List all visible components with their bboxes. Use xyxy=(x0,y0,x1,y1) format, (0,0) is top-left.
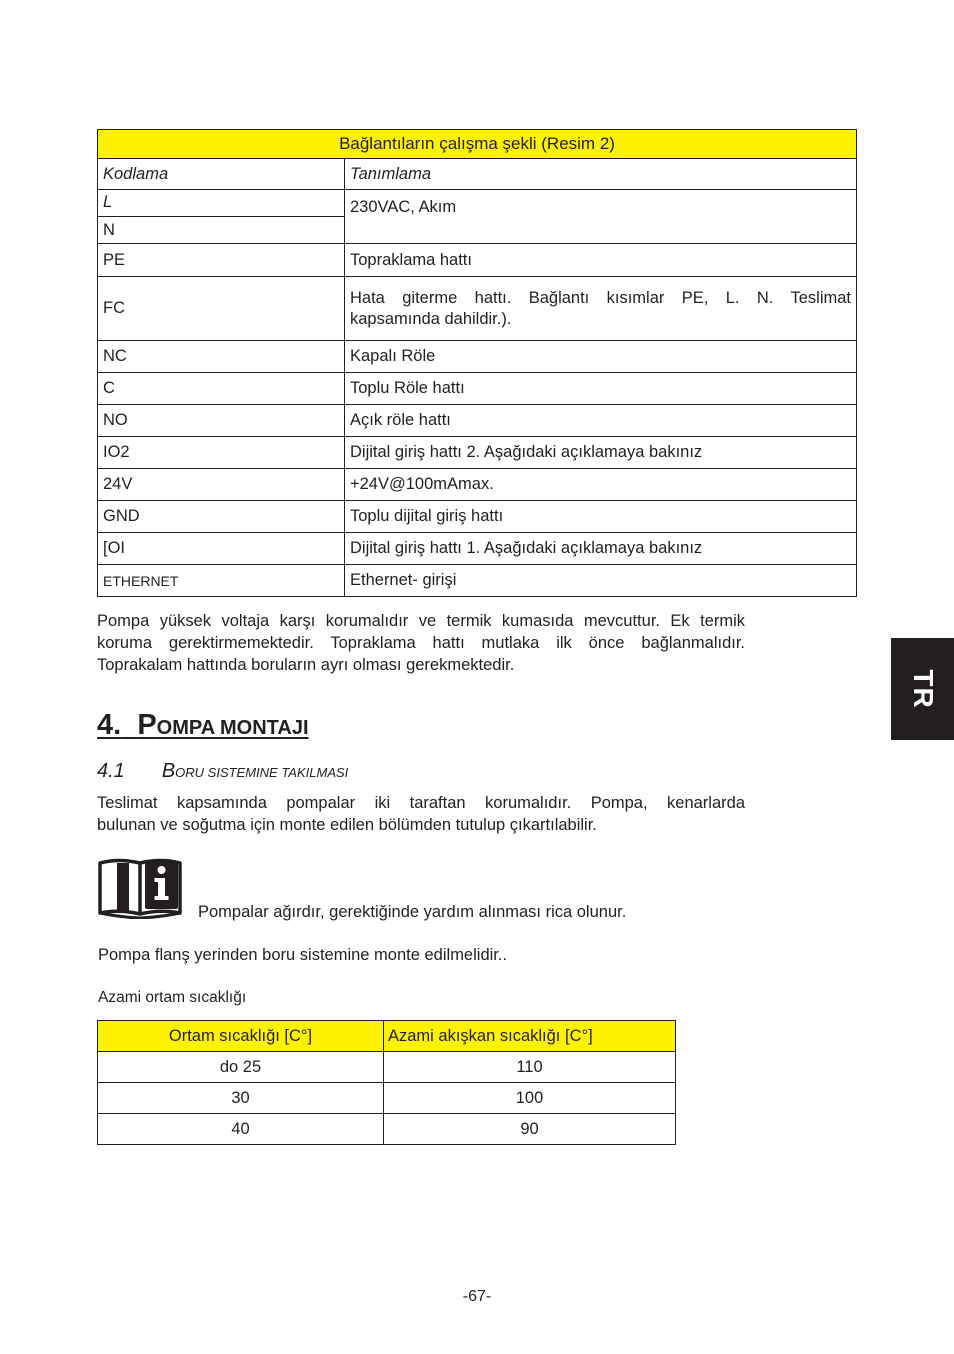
header-code: Kodlama xyxy=(98,159,345,190)
table-row xyxy=(98,405,857,437)
row-description: Dijital giriş hattı 1. Aşağıdaki açıklamaya bakınız xyxy=(345,533,857,565)
row-description: Topraklama hattı xyxy=(345,244,857,277)
row-description-line: Hata giterme hattı. Bağlantı kısımlar PE, L. N. Teslimat xyxy=(350,288,851,307)
row-code: NO xyxy=(98,405,345,437)
row-code: PE xyxy=(98,244,345,277)
row-code: GND xyxy=(98,501,345,533)
temperature-table xyxy=(97,1020,676,1145)
table-row xyxy=(98,341,857,373)
subsection-text-line: Teslimat kapsamında pompalar iki taraftan korumalıdır. Pompa, kenarlarda xyxy=(97,794,745,812)
ambient-value: do 25 xyxy=(98,1052,384,1083)
connection-table-title-row xyxy=(98,130,857,159)
row-description: Dijital giriş hattı 2. Aşağıdaki açıklamaya bakınız xyxy=(345,437,857,469)
subsection-text-line: bulunan ve soğutma için monte edilen bölümden tutulup çıkartılabilir. xyxy=(97,816,597,834)
info-manual-icon xyxy=(97,855,183,919)
table-row xyxy=(98,373,857,405)
header-ambient: Ortam sıcaklığı [C°] xyxy=(98,1021,384,1052)
ambient-value: 30 xyxy=(98,1083,384,1114)
row-code: 24V xyxy=(98,469,345,501)
row-description xyxy=(345,277,857,341)
section-heading xyxy=(97,709,309,742)
row-code: FC xyxy=(98,277,345,341)
section-title-initial: P xyxy=(137,709,157,741)
fluid-value: 90 xyxy=(384,1114,676,1145)
subsection-heading xyxy=(97,760,348,783)
row-description: 230VAC, Akım xyxy=(345,190,857,244)
subsection-number: 4.1 xyxy=(97,760,125,782)
header-description: Tanımlama xyxy=(345,159,857,190)
table-row xyxy=(98,1083,676,1114)
language-tab xyxy=(891,638,954,740)
row-description-line: kapsamında dahildir.). xyxy=(350,309,512,328)
row-description: Toplu Röle hattı xyxy=(345,373,857,405)
row-description: Toplu dijital giriş hattı xyxy=(345,501,857,533)
mount-text: Pompa flanş yerinden boru sistemine monte edilmelidir.. xyxy=(98,946,508,964)
section-number: 4. xyxy=(97,709,122,741)
temp-caption: Azami ortam sıcaklığı xyxy=(98,989,247,1006)
table-row xyxy=(98,437,857,469)
connection-table xyxy=(97,129,857,597)
row-description: Açık röle hattı xyxy=(345,405,857,437)
subsection-title-rest: ORU SISTEMINE TAKILMASI xyxy=(175,765,349,780)
page-number: -67- xyxy=(462,1288,492,1305)
row-code: L xyxy=(98,190,345,217)
fluid-value: 110 xyxy=(384,1052,676,1083)
table-row xyxy=(98,244,857,277)
table-row xyxy=(98,1052,676,1083)
info-text: Pompalar ağırdır, gerektiğinde yardım alınması rica olunur. xyxy=(198,903,627,921)
row-code: NC xyxy=(98,341,345,373)
table-row xyxy=(98,533,857,565)
table-row xyxy=(98,1114,676,1145)
protection-note xyxy=(97,610,745,676)
temperature-table-header xyxy=(98,1021,676,1052)
language-tab-label: TR xyxy=(907,669,939,709)
row-code: ETHERNET xyxy=(98,565,345,597)
row-description: Ethernet- girişi xyxy=(345,565,857,597)
table-row xyxy=(98,501,857,533)
fluid-value: 100 xyxy=(384,1083,676,1114)
subsection-title-initial: B xyxy=(161,760,176,782)
table-row xyxy=(98,469,857,501)
row-code: C xyxy=(98,373,345,405)
table-row xyxy=(98,277,857,341)
row-code: IO2 xyxy=(98,437,345,469)
subsection-text xyxy=(97,792,745,836)
table-row xyxy=(98,565,857,597)
protection-note-line: Toprakalam hattında boruların ayrı olması gerekmektedir. xyxy=(97,656,515,674)
header-fluid: Azami akışkan sıcaklığı [C°] xyxy=(384,1021,676,1052)
section-title-rest: OMPA MONTAJI xyxy=(156,717,309,739)
row-code: [OI xyxy=(98,533,345,565)
row-description: +24V@100mAmax. xyxy=(345,469,857,501)
ambient-value: 40 xyxy=(98,1114,384,1145)
protection-note-line: koruma gerektirmemektedir. Topraklama hattı mutlaka ilk önce bağlanmalıdır. xyxy=(97,634,745,652)
connection-table-header-row xyxy=(98,159,857,190)
row-code: N xyxy=(98,217,345,244)
connection-table-title: Bağlantıların çalışma şekli (Resim 2) xyxy=(98,130,857,159)
protection-note-line: Pompa yüksek voltaja karşı korumalıdır ve termik kumasıda mevcuttur. Ek termik xyxy=(97,612,745,630)
row-description: Kapalı Röle xyxy=(345,341,857,373)
table-row xyxy=(98,190,857,217)
